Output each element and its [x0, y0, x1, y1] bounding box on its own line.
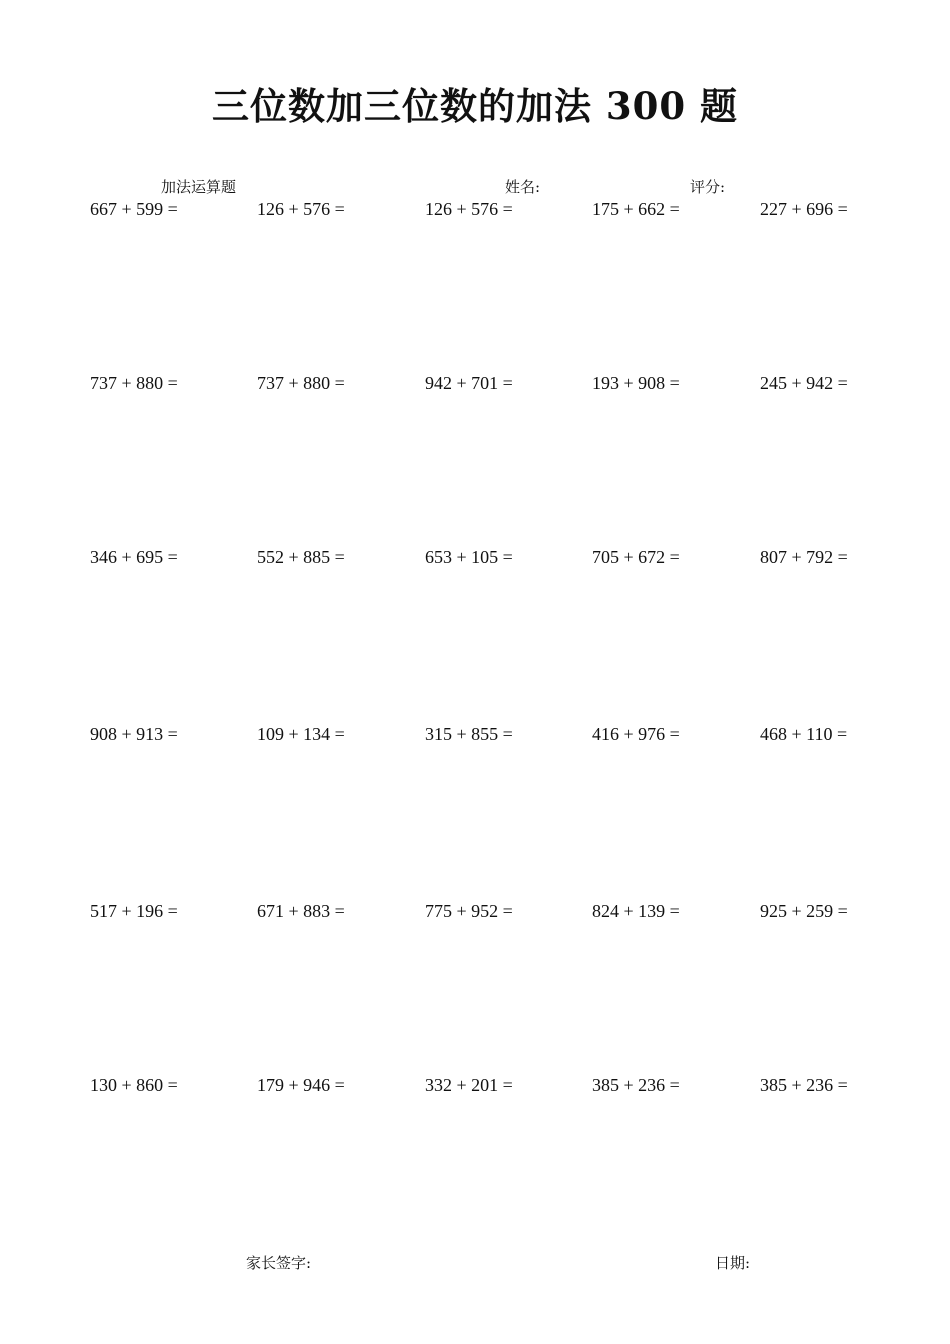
addition-problem: 775 + 952 = [425, 901, 513, 921]
addition-problem: 332 + 201 = [425, 1075, 513, 1095]
date-label: 日期: [715, 1254, 751, 1272]
addition-problem: 468 + 110 = [760, 724, 848, 744]
addition-problem: 193 + 908 = [592, 373, 680, 393]
addition-problem: 807 + 792 = [760, 547, 848, 567]
problem-row [0, 901, 950, 925]
addition-problem: 925 + 259 = [760, 901, 848, 921]
addition-problem: 737 + 880 = [257, 373, 345, 393]
addition-problem: 245 + 942 = [760, 373, 848, 393]
addition-problem: 109 + 134 = [257, 724, 345, 744]
addition-problem: 908 + 913 = [90, 724, 178, 744]
addition-problem: 671 + 883 = [257, 901, 345, 921]
section-label: 加法运算题 [161, 178, 237, 196]
parent-signature-label: 家长签字: [246, 1254, 312, 1272]
addition-problem: 552 + 885 = [257, 547, 345, 567]
addition-problem: 126 + 576 = [425, 199, 513, 219]
addition-problem: 175 + 662 = [592, 199, 680, 219]
problem-row [0, 1075, 950, 1099]
problem-row [0, 724, 950, 748]
problem-row [0, 547, 950, 571]
addition-problem: 667 + 599 = [90, 199, 178, 219]
addition-problem: 315 + 855 = [425, 724, 513, 744]
addition-problem: 517 + 196 = [90, 901, 178, 921]
addition-problem: 227 + 696 = [760, 199, 848, 219]
addition-problem: 737 + 880 = [90, 373, 178, 393]
addition-problem: 385 + 236 = [592, 1075, 680, 1095]
worksheet-title: 三位数加三位数的加法 300 题 [212, 84, 738, 128]
addition-problem: 179 + 946 = [257, 1075, 345, 1095]
addition-problem: 346 + 695 = [90, 547, 178, 567]
name-label: 姓名: [505, 178, 541, 196]
addition-problem: 416 + 976 = [592, 724, 680, 744]
addition-problem: 653 + 105 = [425, 547, 513, 567]
addition-problem: 130 + 860 = [90, 1075, 178, 1095]
addition-problem: 126 + 576 = [257, 199, 345, 219]
addition-problem: 942 + 701 = [425, 373, 513, 393]
addition-problem: 385 + 236 = [760, 1075, 848, 1095]
addition-problem: 824 + 139 = [592, 901, 680, 921]
problem-row [0, 373, 950, 397]
addition-problem: 705 + 672 = [592, 547, 680, 567]
problem-row [0, 199, 950, 223]
score-label: 评分: [690, 178, 726, 196]
